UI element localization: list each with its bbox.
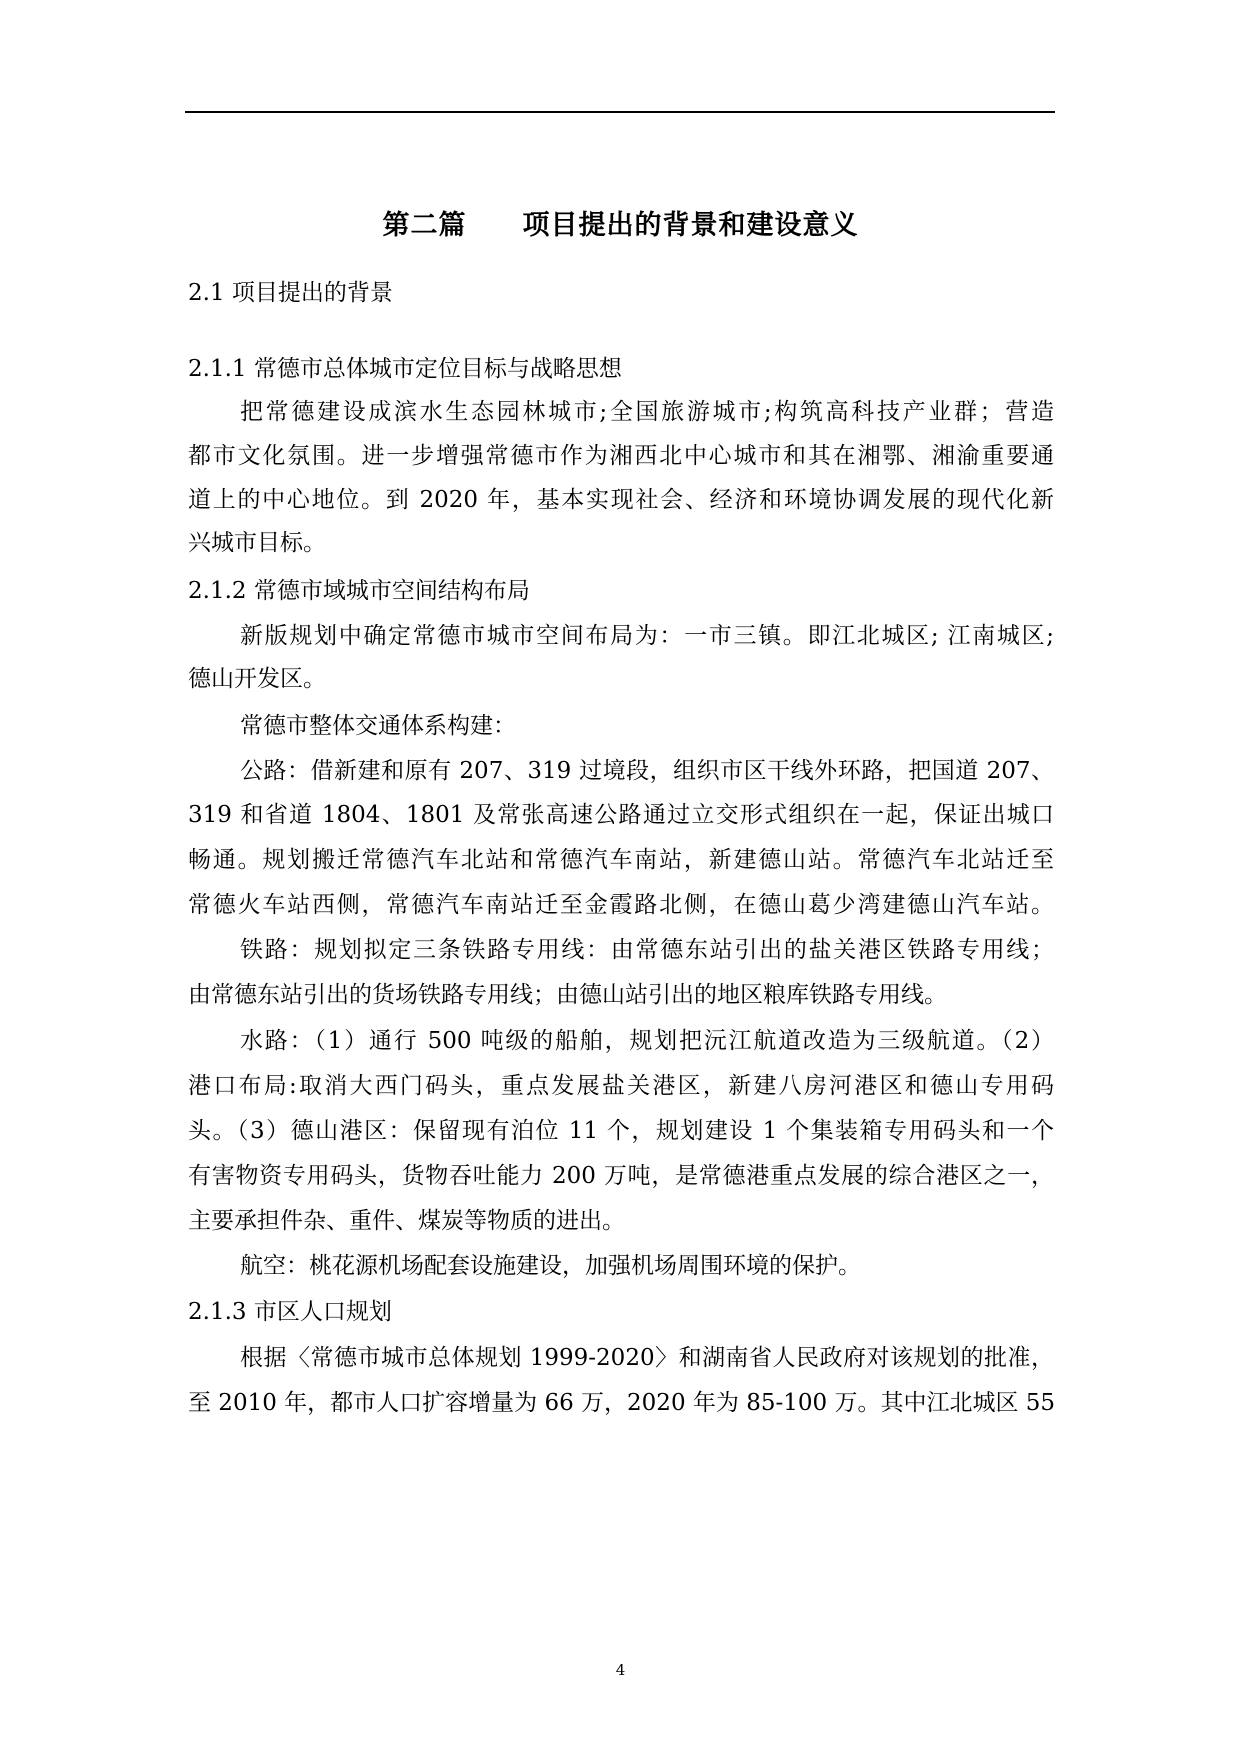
paragraph-line: 航空：桃花源机场配套设施建设，加强机场周围环境的保护。: [240, 1253, 861, 1279]
paragraph-line: 畅通。规划搬迁常德汽车北站和常德汽车南站，新建德山站。常德汽车北站迁至: [188, 847, 1054, 873]
section-heading-2-1-2: 2.1.2 常德市域城市空间结构布局: [188, 578, 530, 604]
paragraph-line: 道上的中心地位。到 2020 年，基本实现社会、经济和环境协调发展的现代化新: [188, 487, 1054, 513]
paragraph-line: 主要承担件杂、重件、煤炭等物质的进出。: [188, 1208, 625, 1234]
paragraph-line: 把常德建设成滨水生态园林城市;全国旅游城市;构筑高科技产业群；营造: [240, 399, 1054, 425]
paragraph-line: 由常德东站引出的货场铁路专用线；由德山站引出的地区粮库铁路专用线。: [188, 982, 947, 1008]
header-rule: [185, 111, 1055, 113]
paragraph-line: 都市文化氛围。进一步增强常德市作为湘西北中心城市和其在湘鄂、湘渝重要通: [188, 443, 1054, 469]
section-heading-2-1: 2.1 项目提出的背景: [188, 280, 393, 306]
paragraph-line: 水路：（1）通行 500 吨级的船舶，规划把沅江航道改造为三级航道。（2）: [240, 1028, 1054, 1054]
paragraph-line: 至 2010 年，都市人口扩容增量为 66 万，2020 年为 85-100 万。其中江北城区 55: [188, 1390, 1056, 1416]
page-number: 4: [615, 1661, 626, 1679]
paragraph-line: 头。（3）德山港区：保留现有泊位 11 个，规划建设 1 个集装箱专用码头和一个: [188, 1118, 1054, 1144]
section-heading-2-1-3: 2.1.3 市区人口规划: [188, 1299, 392, 1325]
paragraph-line: 新版规划中确定常德市城市空间布局为：一市三镇。即江北城区; 江南城区;: [240, 623, 1054, 649]
paragraph-line: 常德火车站西侧，常德汽车南站迁至金霞路北侧，在德山葛少湾建德山汽车站。: [188, 892, 1054, 918]
paragraph-line: 兴城市目标。: [188, 530, 326, 556]
paragraph-line: 德山开发区。: [188, 666, 326, 692]
paragraph-line: 铁路：规划拟定三条铁路专用线：由常德东站引出的盐关港区铁路专用线；: [240, 937, 1054, 963]
section-heading-2-1-1: 2.1.1 常德市总体城市定位目标与战略思想: [188, 356, 622, 382]
paragraph-line: 319 和省道 1804、1801 及常张高速公路通过立交形式组织在一起，保证出城口: [188, 802, 1054, 828]
paragraph-line: 常德市整体交通体系构建：: [240, 713, 516, 739]
paragraph-line: 有害物资专用码头，货物吞吐能力 200 万吨，是常德港重点发展的综合港区之一，: [188, 1163, 1054, 1189]
paragraph-line: 港口布局:取消大西门码头，重点发展盐关港区，新建八房河港区和德山专用码: [188, 1073, 1054, 1099]
paragraph-line: 公路：借新建和原有 207、319 过境段，组织市区干线外环路，把国道 207、: [240, 758, 1054, 784]
chapter-title: 第二篇 项目提出的背景和建设意义: [382, 210, 859, 241]
paragraph-line: 根据〈常德市城市总体规划 1999-2020〉和湖南省人民政府对该规划的批准，: [240, 1345, 1054, 1371]
